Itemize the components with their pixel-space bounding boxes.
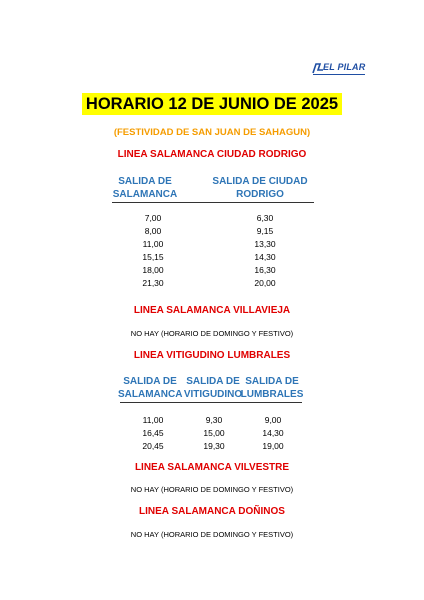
column-header-line: RODRIGO	[236, 188, 284, 200]
time-column	[128, 414, 178, 453]
time-column	[189, 414, 239, 453]
time-cell: 9,00	[264, 415, 282, 425]
time-column	[240, 212, 290, 290]
time-cell: 8,00	[144, 226, 162, 236]
column-header-line: SALIDA DE	[118, 176, 172, 187]
logo-text: EL PILAR	[323, 62, 366, 72]
column-header-line: SALIDA DE CIUDAD	[212, 176, 308, 187]
time-cell: 9,15	[256, 226, 274, 236]
company-logo	[311, 61, 367, 76]
column-header-line: SALAMANCA	[118, 388, 183, 400]
header-divider	[112, 202, 314, 203]
time-cell: 20,00	[254, 278, 276, 288]
no-service-note: NO HAY (HORARIO DE DOMINGO Y FESTIVO)	[130, 329, 294, 338]
column-header-line: LUMBRALES	[240, 388, 304, 400]
time-cell: 14,30	[254, 252, 276, 262]
section-title-doninos: LINEA SALAMANCA DOÑINOS	[139, 506, 285, 517]
column-header-line: VITIGUDINO	[183, 388, 243, 400]
section-title-lumbrales: LINEA VITIGUDINO LUMBRALES	[133, 350, 291, 361]
section-title-villavieja: LINEA SALAMANCA VILLAVIEJA	[133, 305, 291, 316]
section-title-vilvestre: LINEA SALAMANCA VILVESTRE	[134, 462, 290, 473]
time-cell: 19,30	[203, 441, 225, 451]
column-header	[181, 376, 245, 401]
time-cell: 16,45	[142, 428, 164, 438]
column-header	[118, 376, 182, 401]
time-cell: 11,00	[142, 239, 164, 249]
column-header	[100, 176, 190, 201]
title-container	[0, 93, 424, 115]
no-service-note: NO HAY (HORARIO DE DOMINGO Y FESTIVO)	[130, 530, 294, 539]
time-cell: 16,30	[254, 265, 276, 275]
subtitle: (FESTIVIDAD DE SAN JUAN DE SAHAGUN)	[113, 127, 311, 138]
column-header	[240, 376, 304, 401]
time-cell: 9,30	[205, 415, 223, 425]
time-cell: 19,00	[262, 441, 284, 451]
time-cell: 15,00	[203, 428, 225, 438]
time-cell: 18,00	[142, 265, 164, 275]
time-cell: 21,30	[142, 278, 164, 288]
time-cell: 15,15	[142, 252, 164, 262]
time-cell: 20,45	[142, 441, 164, 451]
time-cell: 14,30	[262, 428, 284, 438]
time-column	[128, 212, 178, 290]
time-cell: 11,00	[142, 415, 164, 425]
time-column	[248, 414, 298, 453]
column-header-line: SALIDA DE	[186, 376, 240, 387]
header-divider	[120, 402, 302, 403]
column-header	[205, 176, 315, 201]
column-header-line: SALIDA DE	[245, 376, 299, 387]
time-cell: 13,30	[254, 239, 276, 249]
time-cell: 6,30	[256, 213, 274, 223]
page-title: HORARIO 12 DE JUNIO DE 2025	[82, 93, 342, 115]
time-cell: 7,00	[144, 213, 162, 223]
column-header-line: SALAMANCA	[112, 188, 178, 200]
no-service-note: NO HAY (HORARIO DE DOMINGO Y FESTIVO)	[130, 485, 294, 494]
column-header-line: SALIDA DE	[123, 376, 177, 387]
section-title-ciudad-rodrigo: LINEA SALAMANCA CIUDAD RODRIGO	[117, 149, 307, 160]
